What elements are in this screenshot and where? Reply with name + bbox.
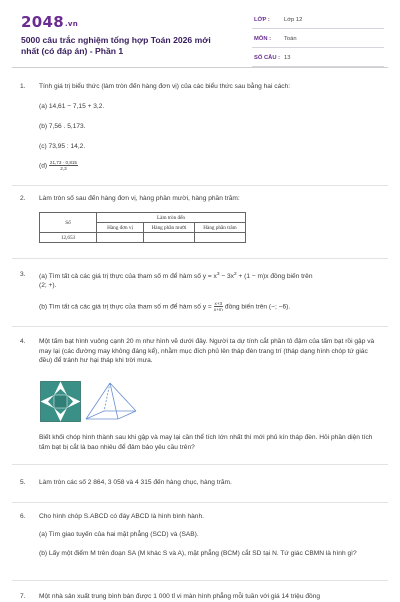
question-number: 6. xyxy=(20,513,26,520)
q3-a-text: (a) Tìm tất cả các giá trị thực của tham số m để hàm số y = x xyxy=(39,273,217,281)
q1-part-a: (a) 14,61 − 7,15 + 3,2. xyxy=(39,103,105,110)
logo-tld: .vn xyxy=(64,20,79,28)
q3-b-fraction xyxy=(214,301,224,312)
question-number: 4. xyxy=(20,338,26,345)
q1-part-d xyxy=(39,160,377,171)
meta-row-count xyxy=(252,51,384,67)
q3-part-a-line2: (2; +). xyxy=(39,282,57,289)
question-separator xyxy=(12,580,388,581)
q1-d-fraction xyxy=(49,160,78,171)
table-header-col: Hàng phần trăm xyxy=(195,223,246,233)
q4-text-2: Biết khối chóp hình thành sau khi gập và may lại cần thể tích lớn nhất thì mới phủ kín tháp đèn. Hỏi phần diện tích tấm bạt bị cắt là bao nhiêu để đảm bảo yêu cầu trên? xyxy=(39,434,373,451)
q3-a-text: + (1 − m)x đồng biến trên xyxy=(236,273,313,281)
table-cell-empty xyxy=(195,233,246,243)
pyramid-figure xyxy=(86,383,136,419)
q6-part-a: (a) Tìm giao tuyến của hai mặt phẳng (SCD) và (SAB). xyxy=(39,531,199,538)
tarp-square-figure xyxy=(41,382,81,422)
question-text: Làm tròn số sau đến hàng đơn vị, hàng phần mười, hàng phần trăm: xyxy=(39,195,240,202)
table-cell-empty xyxy=(144,233,195,243)
question-text: Làm tròn các số 2 864, 3 058 và 4 315 đến hàng chục, hàng trăm. xyxy=(39,479,232,486)
header-divider xyxy=(12,67,388,68)
question-separator xyxy=(12,185,388,186)
q1-d-label: (d) xyxy=(39,162,48,170)
q3-part-b xyxy=(39,301,377,312)
page-header xyxy=(0,0,400,62)
fraction-numerator: 21,73 · 0,815 xyxy=(49,160,77,165)
table-header-col: Hàng phần mười xyxy=(144,223,195,233)
question-separator xyxy=(12,502,388,503)
meta-key: SỐ CÂU : xyxy=(254,55,281,61)
question-number: 1. xyxy=(20,83,26,90)
q4-figures xyxy=(40,381,140,427)
table-header-col: Hàng đơn vị xyxy=(97,223,144,233)
meta-value: 13 xyxy=(284,55,291,61)
site-logo[interactable] xyxy=(21,13,78,31)
meta-row-subject xyxy=(252,32,384,48)
q3-b-text: (b) Tìm tất cả các giá trị thực của tham số m để hàm số y = xyxy=(39,303,212,311)
question-number: 7. xyxy=(20,593,26,600)
question-text: Một tấm bạt hình vuông cạnh 20 m như hình vẽ dưới đây. Người ta dự tính cắt phần tô đậm của tấm bạt rồi gập và may lại (các đường may không đáng kể), nhằm mục đích phủ lên tháp đèn trang trí (tháp dạng hình chóp tứ giác đều) để tránh hư hại tháp khi trời mưa. xyxy=(39,338,375,364)
q3-part-a: (a) Tìm tất cả các giá trị thực của tham số m để hàm số $y = x^3 - 3x^2 + (1 - m)x$ đồng biến trên xyxy=(39,272,313,281)
q3-a-text: − 3x xyxy=(219,273,234,281)
meta-row-class xyxy=(252,13,384,29)
meta-value: Lớp 12 xyxy=(284,17,303,23)
fraction-numerator: x+3 xyxy=(214,301,223,306)
table-header-number: Số xyxy=(40,213,97,233)
question-separator xyxy=(12,258,388,259)
table-cell-empty xyxy=(97,233,144,243)
question-number: 5. xyxy=(20,479,26,486)
question-number: 3. xyxy=(20,271,26,278)
table-cell-value: 12,653 xyxy=(40,233,97,243)
fraction-denominator: 2,3 xyxy=(60,166,67,171)
question-separator xyxy=(12,326,388,327)
q3-b-text: đồng biến trên (−; −6). xyxy=(224,303,291,311)
logo-main: 2048 xyxy=(21,13,64,31)
document-title: 5000 câu trắc nghiệm tổng hợp Toán 2026 mới nhất (có đáp án) - Phần 1 xyxy=(21,35,211,56)
question-number: 2. xyxy=(20,195,26,202)
question-text: Tính giá trị biểu thức (làm tròn đến hàng đơn vị) của các biểu thức sau bằng hai cách: xyxy=(39,83,291,90)
q1-part-b: (b) 7,56 . 5,173. xyxy=(39,123,86,130)
rounding-table xyxy=(39,212,246,243)
question-separator xyxy=(12,464,388,465)
question-text: Cho hình chóp S.ABCD có đáy ABCD là hình bình hành. xyxy=(39,513,204,520)
meta-value: Toán xyxy=(284,36,297,42)
table-header-group: Làm tròn đến xyxy=(97,213,246,223)
fraction-denominator: x+m xyxy=(213,307,223,312)
meta-info xyxy=(252,13,384,70)
meta-key: MÔN : xyxy=(254,36,272,42)
q6-part-b: (b) Lấy một điểm M trên đoạn SA (M khác S và A), mặt phẳng (BCM) cắt SD tại N. Tứ giác CBMN là hình gì? xyxy=(39,550,357,557)
question-text: Một nhà sản xuất trung bình bán được 1 000 tỉ vi màn hình phẳng mỗi tuần với giá 14 triệu đồng xyxy=(39,593,321,600)
meta-key: LỚP : xyxy=(254,17,270,23)
q1-part-c: (c) 73,95 : 14,2. xyxy=(39,143,86,150)
